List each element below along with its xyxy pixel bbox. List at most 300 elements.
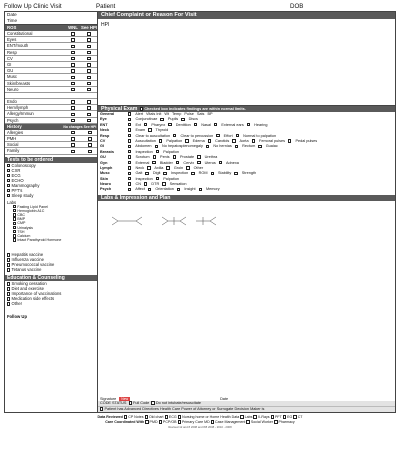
pe-option-checkbox[interactable]: [206, 145, 209, 148]
pe-option-checkbox[interactable]: [155, 145, 158, 148]
ros-item-label: Psych: [7, 117, 19, 123]
ros-hpi-cell: [81, 43, 97, 48]
history-nochange-checkbox[interactable]: [71, 150, 74, 153]
history-nochange-cell: [63, 130, 83, 135]
pe-option[interactable]: Nasal: [194, 123, 211, 127]
ros-wnl-checkbox[interactable]: [71, 63, 74, 66]
pe-option-checkbox[interactable]: [128, 155, 131, 158]
pe-option-checkbox[interactable]: [147, 166, 150, 169]
pe-option-checkbox[interactable]: [163, 172, 166, 175]
ros-wnl-checkbox[interactable]: [71, 88, 74, 91]
pe-option-checkbox[interactable]: [128, 166, 131, 169]
pe-option-checkbox[interactable]: [156, 150, 159, 153]
ros-hpi-checkbox[interactable]: [87, 57, 90, 60]
pe-option[interactable]: Conjunctivae: [128, 117, 157, 121]
labs-plan-header: Labs & Impression and Plan: [98, 195, 395, 201]
ros-wnl-cell: [65, 105, 81, 110]
ros-hpi-checkbox[interactable]: [87, 63, 90, 66]
vital-label: Sats: [196, 112, 205, 116]
ros-col-hpi: See HPI: [81, 25, 98, 30]
pe-option[interactable]: Insight: [177, 187, 196, 191]
pe-rows: [98, 117, 395, 192]
lab-label: CMP: [16, 221, 26, 226]
test-label: Colonoscopy: [10, 162, 36, 168]
pe-option-checkbox[interactable]: [160, 118, 163, 121]
ros-hpi-checkbox[interactable]: [87, 38, 90, 41]
ros-wnl-checkbox[interactable]: [71, 51, 74, 54]
pe-option-checkbox[interactable]: [128, 182, 131, 185]
revision-note: Revised 12 and 8 2008 and 8/8 2008 - 2010 - 2008: [168, 425, 232, 429]
ros-wnl-cell: [65, 93, 81, 98]
fishbone-bmp-2: [196, 217, 216, 225]
pe-option[interactable]: Inspection: [128, 150, 153, 154]
ros-wnl-checkbox[interactable]: [71, 76, 74, 79]
care-coordinated-option[interactable]: Case Management: [211, 420, 247, 424]
test-label: PFT's: [10, 187, 23, 193]
data-reviewed-checkbox[interactable]: [293, 415, 296, 418]
ros-hpi-checkbox[interactable]: [87, 69, 90, 72]
pe-option-checkbox[interactable]: [128, 123, 131, 126]
pe-option[interactable]: Clear to percussion: [173, 134, 213, 138]
pe-option-checkbox[interactable]: [288, 139, 291, 142]
ros-hpi-checkbox[interactable]: [87, 100, 90, 103]
pe-option[interactable]: Inspection: [163, 171, 188, 175]
pe-row-label: Skin: [100, 176, 109, 181]
pe-option-checkbox[interactable]: [144, 182, 147, 185]
pe-option[interactable]: Strength: [234, 171, 256, 175]
pe-row-psych: [98, 187, 395, 192]
ros-item-label: Musc: [7, 74, 18, 80]
pe-option-checkbox[interactable]: [186, 166, 189, 169]
history-hpi-cell: [83, 136, 97, 141]
ros-hpi-checkbox[interactable]: [87, 88, 90, 91]
ros-hpi-checkbox[interactable]: [87, 32, 90, 35]
pe-option-checkbox[interactable]: [194, 123, 197, 126]
education-header: Education & Counseling: [5, 275, 97, 281]
ros-hpi-cell: [81, 74, 97, 79]
pe-option[interactable]: Thyroid: [148, 128, 168, 132]
pe-option[interactable]: Femoral pulses: [252, 139, 285, 143]
pe-option[interactable]: Gait: [128, 171, 142, 175]
data-reviewed-option[interactable]: X-Rays: [253, 415, 270, 419]
pe-option[interactable]: Palpation: [156, 177, 179, 181]
pe-option[interactable]: Pharynx: [144, 123, 165, 127]
pe-option-checkbox[interactable]: [235, 145, 238, 148]
pe-option[interactable]: Exam: [128, 128, 145, 132]
care-coordinated-option[interactable]: PCP/OB: [159, 420, 178, 424]
education-list: [5, 281, 97, 306]
data-reviewed-option[interactable]: CP Notes: [124, 415, 145, 419]
clinic-form: [4, 3, 396, 450]
ros-hpi-cell: [81, 56, 97, 61]
history-list: [5, 130, 97, 155]
pe-option-checkbox[interactable]: [128, 150, 131, 153]
pe-option[interactable]: Scrotum: [128, 155, 150, 159]
pe-option-checkbox[interactable]: [166, 166, 169, 169]
pe-option[interactable]: No hepatosplenomegaly: [155, 144, 203, 148]
pe-option[interactable]: Pedal pulses: [288, 139, 317, 143]
pe-option[interactable]: Dentition: [168, 123, 190, 127]
pe-option[interactable]: Discs: [181, 117, 198, 121]
pe-option-checkbox[interactable]: [219, 161, 222, 164]
ros-hpi-cell: [81, 31, 97, 36]
ros-wnl-cell: [65, 31, 81, 36]
ros-item-label: Constitutional: [7, 31, 33, 36]
care-coordinated-checkbox[interactable]: [274, 420, 277, 423]
history-col-nochange: No changes: [63, 124, 83, 129]
ros-wnl-cell: [65, 43, 81, 48]
pe-title: Physical Exam: [101, 106, 138, 112]
test-label: ECG: [10, 172, 21, 178]
pe-option[interactable]: Groin: [166, 166, 183, 170]
pe-option-checkbox[interactable]: [173, 155, 176, 158]
ros-wnl-checkbox[interactable]: [71, 106, 74, 109]
pe-option-checkbox[interactable]: [236, 134, 239, 137]
directives-checkbox[interactable]: [100, 407, 103, 410]
history-hpi-checkbox[interactable]: [88, 137, 91, 140]
education-label: Smoking cessation: [10, 281, 47, 287]
pe-option[interactable]: External ears: [214, 123, 244, 127]
pe-option-checkbox[interactable]: [199, 188, 202, 191]
history-nochange-cell: [63, 136, 83, 141]
labs-plan-area[interactable]: [98, 201, 395, 361]
pe-option[interactable]: Digit: [145, 171, 160, 175]
pe-option[interactable]: Stability: [211, 171, 232, 175]
ros-hpi-cell: [81, 81, 97, 86]
dnr-label: Do not intubate/resuscitate: [155, 401, 202, 405]
pe-option-checkbox[interactable]: [177, 188, 180, 191]
pe-option-checkbox[interactable]: [128, 172, 131, 175]
pe-option-checkbox[interactable]: [145, 172, 148, 175]
dnr-checkbox[interactable]: [151, 401, 154, 404]
ros-hpi-cell: [81, 105, 97, 110]
pe-option[interactable]: Affect: [128, 187, 145, 191]
ros-hpi-cell: [81, 118, 97, 123]
pe-option-checkbox[interactable]: [258, 145, 261, 148]
history-nochange-checkbox[interactable]: [71, 131, 74, 134]
data-reviewed-label: Data Reviewed: [97, 415, 124, 419]
pe-option-checkbox[interactable]: [208, 139, 211, 142]
dob-label: DOB: [290, 3, 304, 10]
education-item[interactable]: [5, 301, 97, 306]
pe-option-checkbox[interactable]: [232, 139, 235, 142]
labs-label: Labs: [7, 199, 17, 205]
ros-hpi-cell: [81, 37, 97, 42]
pe-option[interactable]: External: [128, 161, 149, 165]
ros-wnl-checkbox[interactable]: [71, 45, 74, 48]
full-code-label: Full Code: [133, 401, 150, 405]
lab-label: CBC: [16, 212, 25, 217]
pe-row-label: Eye: [100, 117, 107, 122]
pe-option[interactable]: Edema: [185, 139, 204, 143]
data-reviewed-option[interactable]: Labs: [240, 415, 253, 419]
ros-wnl-cell: [65, 87, 81, 92]
ros-wnl-checkbox[interactable]: [71, 69, 74, 72]
care-coordinated-option[interactable]: Social Worker: [246, 420, 274, 424]
data-reviewed-checkbox[interactable]: [240, 415, 243, 418]
data-reviewed-checkbox[interactable]: [271, 415, 274, 418]
pe-option[interactable]: Palpation: [159, 139, 182, 143]
pe-option-checkbox[interactable]: [128, 118, 131, 121]
pe-option[interactable]: Cervix: [176, 161, 194, 165]
ros-wnl-cell: [65, 81, 81, 86]
care-coordinated-checkbox[interactable]: [211, 420, 214, 423]
ros-hpi-cell: [81, 50, 97, 55]
pe-option-checkbox[interactable]: [214, 123, 217, 126]
pe-option-checkbox[interactable]: [128, 134, 131, 137]
pe-option-checkbox[interactable]: [153, 155, 156, 158]
ros-hpi-cell: [81, 62, 97, 67]
ros-item-label: Hem/lymph: [7, 105, 29, 111]
pe-option-checkbox[interactable]: [128, 177, 131, 180]
ros-wnl-checkbox[interactable]: [71, 57, 74, 60]
pe-option[interactable]: Normal to palpation: [236, 134, 276, 138]
ros-hpi-checkbox[interactable]: [87, 76, 90, 79]
ros-wnl-checkbox[interactable]: [71, 82, 74, 85]
pe-row-label: Neuro: [100, 182, 111, 187]
pe-option[interactable]: Neck: [128, 166, 144, 170]
ros-wnl-cell: [65, 37, 81, 42]
pe-option[interactable]: Aorta: [232, 139, 248, 143]
pe-option-checkbox[interactable]: [128, 161, 131, 164]
ros-hpi-checkbox[interactable]: [87, 113, 90, 116]
signature-block: [98, 396, 395, 412]
education-label: Medication side effects: [10, 296, 55, 302]
pe-option[interactable]: Guaiac: [258, 144, 277, 148]
pe-option[interactable]: Uterus: [197, 161, 216, 165]
hpi-label: HPI: [101, 22, 110, 28]
full-code-checkbox[interactable]: [129, 401, 132, 404]
pe-option[interactable]: Urethra: [197, 155, 217, 159]
lab-fishbone-diagrams: [110, 211, 230, 231]
data-reviewed-option[interactable]: PFT: [271, 415, 283, 419]
pe-general-label: General: [100, 112, 115, 116]
ros-item-label: GI: [7, 61, 12, 67]
left-column: [5, 12, 98, 412]
pe-option[interactable]: Axilla: [147, 166, 163, 170]
pe-option-checkbox[interactable]: [252, 139, 255, 142]
ros-hpi-checkbox[interactable]: [87, 82, 90, 85]
vaccine-item[interactable]: [5, 267, 97, 272]
alert-checkbox[interactable]: [128, 112, 131, 115]
pe-option[interactable]: Penis: [153, 155, 170, 159]
history-nochange-checkbox[interactable]: [71, 137, 74, 140]
pe-option[interactable]: Auscultation: [128, 139, 156, 143]
pe-option-checkbox[interactable]: [176, 161, 179, 164]
ros-hpi-cell: [81, 93, 97, 98]
pe-option[interactable]: Bladder: [152, 161, 173, 165]
ros-wnl-cell: [65, 118, 81, 123]
pe-option-checkbox[interactable]: [197, 161, 200, 164]
pe-option-checkbox[interactable]: [191, 172, 194, 175]
data-reviewed-option[interactable]: Nursing home or Home Health Data: [178, 415, 241, 419]
ros-hpi-cell: [81, 68, 97, 73]
pe-option[interactable]: Rectum: [235, 144, 256, 148]
data-reviewed-checkbox[interactable]: [178, 415, 181, 418]
pe-option-checkbox[interactable]: [162, 182, 165, 185]
labs-list: [5, 205, 97, 243]
pe-row-label: Breasts: [100, 149, 114, 154]
ros-hpi-checkbox[interactable]: [87, 106, 90, 109]
lab-label: BMP: [16, 217, 26, 222]
pe-row-label: Resp: [100, 133, 110, 138]
date-label: Date: [7, 12, 17, 17]
pe-row-label: Psych: [100, 187, 112, 192]
pe-option-checkbox[interactable]: [128, 188, 131, 191]
pe-option-checkbox[interactable]: [211, 172, 214, 175]
care-coordinated-checkbox[interactable]: [159, 420, 162, 423]
history-nochange-checkbox[interactable]: [71, 143, 74, 146]
data-reviewed-checkbox[interactable]: [253, 415, 256, 418]
pe-option[interactable]: Ext: [128, 123, 141, 127]
data-reviewed-checkbox[interactable]: [283, 415, 286, 418]
pe-row-options: [128, 187, 223, 192]
vital-label: BP: [207, 112, 213, 116]
chief-complaint-header: Chief Complaint or Reason For Visit: [98, 12, 395, 19]
ros-wnl-checkbox[interactable]: [71, 113, 74, 116]
pe-option-checkbox[interactable]: [152, 161, 155, 164]
test-item[interactable]: [5, 193, 97, 198]
ros-item-label: Neuro: [7, 86, 19, 92]
pe-option[interactable]: Memory: [199, 187, 220, 191]
lab-label: Urinalysis: [16, 225, 33, 230]
pe-option[interactable]: Palpation: [156, 150, 179, 154]
ros-hpi-cell: [81, 87, 97, 92]
pe-option[interactable]: Abdomen: [128, 144, 152, 148]
form-header: [4, 3, 396, 11]
pe-option[interactable]: DTR: [144, 182, 159, 186]
ros-hpi-cell: [81, 99, 97, 104]
pe-option-checkbox[interactable]: [148, 188, 151, 191]
ros-hpi-checkbox[interactable]: [87, 45, 90, 48]
history-item-label: Social: [7, 142, 19, 148]
pe-option-checkbox[interactable]: [234, 172, 237, 175]
time-label: Time: [7, 17, 18, 23]
data-reviewed-checkbox[interactable]: [124, 415, 127, 418]
ros-hpi-checkbox[interactable]: [87, 119, 90, 122]
pe-option[interactable]: Inspection: [128, 177, 153, 181]
directives-label: Patient has Advanced Directives Health Care Power of Attorney or Surrogate Decision Maker is: [104, 407, 265, 411]
pe-option[interactable]: Sensation: [162, 182, 186, 186]
education-label: Diet and exercise: [10, 286, 44, 292]
care-coordinated-option[interactable]: Primary Care MD: [178, 420, 211, 424]
ros-wnl-checkbox[interactable]: [71, 100, 74, 103]
history-hpi-checkbox[interactable]: [88, 131, 91, 134]
pe-option[interactable]: Orientation: [148, 187, 174, 191]
pe-option[interactable]: Hearing: [247, 123, 268, 127]
pe-option[interactable]: CN: [128, 182, 141, 186]
vital-label: Alert: [128, 112, 143, 116]
data-reviewed-checkbox[interactable]: [145, 415, 148, 418]
pe-option-checkbox[interactable]: [185, 139, 188, 142]
pe-option[interactable]: Effort: [216, 134, 232, 138]
pe-option-checkbox[interactable]: [247, 123, 250, 126]
pe-option-checkbox[interactable]: [159, 139, 162, 142]
care-coordinated-option[interactable]: Pharmacy: [274, 420, 295, 424]
date-box[interactable]: [5, 12, 97, 25]
pe-option-checkbox[interactable]: [128, 145, 131, 148]
care-coordinated-checkbox[interactable]: [178, 420, 181, 423]
pe-option[interactable]: Adnexa: [219, 161, 239, 165]
pe-option-checkbox[interactable]: [168, 123, 171, 126]
vaccines-list: [5, 252, 97, 272]
fishbone-cbc: [112, 217, 142, 225]
data-reviewed-option[interactable]: Old chart: [145, 415, 165, 419]
vital-label: Wt: [164, 112, 170, 116]
history-hpi-cell: [83, 130, 97, 135]
data-reviewed-checkbox[interactable]: [165, 415, 168, 418]
pe-option-checkbox[interactable]: [181, 118, 184, 121]
history-title: History: [7, 123, 22, 129]
pe-option[interactable]: Clear to auscultation: [128, 134, 170, 138]
pe-option-checkbox[interactable]: [173, 134, 176, 137]
signature-label: Signature: [100, 396, 117, 401]
pe-option-checkbox[interactable]: [148, 128, 151, 131]
ros-item-label: Endo: [7, 99, 17, 105]
pe-option[interactable]: Prostate: [173, 155, 195, 159]
pe-option-checkbox[interactable]: [128, 128, 131, 131]
history-col-hpi: See HPI: [83, 124, 97, 129]
pe-option[interactable]: ROM: [191, 171, 207, 175]
care-coordinated-checkbox[interactable]: [145, 420, 148, 423]
ros-item-label: ENT/mouth: [7, 43, 29, 49]
ros-item-label: Eyes: [7, 37, 17, 43]
data-reviewed-option[interactable]: CT: [293, 415, 302, 419]
hpi-box[interactable]: [98, 19, 395, 106]
history-item-label: PMH: [7, 136, 17, 141]
new-badge[interactable]: New: [121, 396, 129, 401]
education-label: Importance of vaccinations: [10, 291, 62, 297]
pe-option[interactable]: Pupils: [160, 117, 178, 121]
lab-label: Fasting Lipid Panel: [16, 204, 48, 209]
ros-item-label: CV: [7, 55, 13, 61]
form-footer: [4, 415, 396, 430]
fishbone-bmp-1: [162, 217, 186, 225]
pe-option-checkbox[interactable]: [216, 134, 219, 137]
ros-wnl-checkbox[interactable]: [71, 38, 74, 41]
vital-label: Temp: [172, 112, 182, 116]
data-reviewed-option[interactable]: EG: [283, 415, 294, 419]
ros-wnl-checkbox[interactable]: [71, 119, 74, 122]
vaccine-label: Pneumococcal vaccine: [10, 262, 55, 268]
history-hpi-checkbox[interactable]: [88, 143, 91, 146]
history-hpi-checkbox[interactable]: [88, 150, 91, 153]
history-hpi-cell: [83, 148, 97, 153]
pe-option-checkbox[interactable]: [144, 123, 147, 126]
pe-option-checkbox[interactable]: [156, 177, 159, 180]
pe-row-label: CV: [100, 138, 106, 143]
ros-wnl-cell: [65, 68, 81, 73]
pe-option-checkbox[interactable]: [128, 139, 131, 142]
pe-row-label: GU: [100, 155, 106, 160]
care-coordinated-option[interactable]: PMD: [145, 420, 158, 424]
pe-option[interactable]: Carotids: [208, 139, 230, 143]
care-coordinated-checkbox[interactable]: [246, 420, 249, 423]
form-title: Follow Up Clinic Visit: [4, 3, 62, 10]
form-grid: [4, 11, 396, 413]
pe-option-checkbox[interactable]: [197, 155, 200, 158]
pe-option[interactable]: No hernias: [206, 144, 232, 148]
vaccine-label: Hepatitis vaccine: [10, 252, 44, 258]
ros-wnl-checkbox[interactable]: [71, 32, 74, 35]
ros-hpi-checkbox[interactable]: [87, 51, 90, 54]
vaccine-label: Tetanus vaccine: [10, 267, 42, 273]
data-reviewed-option[interactable]: ECG: [165, 415, 178, 419]
follow-up-label: Follow Up: [7, 314, 28, 320]
pe-option[interactable]: Other: [186, 166, 203, 170]
test-label: ECHO: [10, 177, 24, 183]
vital-label: Vitals Init: [146, 112, 162, 116]
